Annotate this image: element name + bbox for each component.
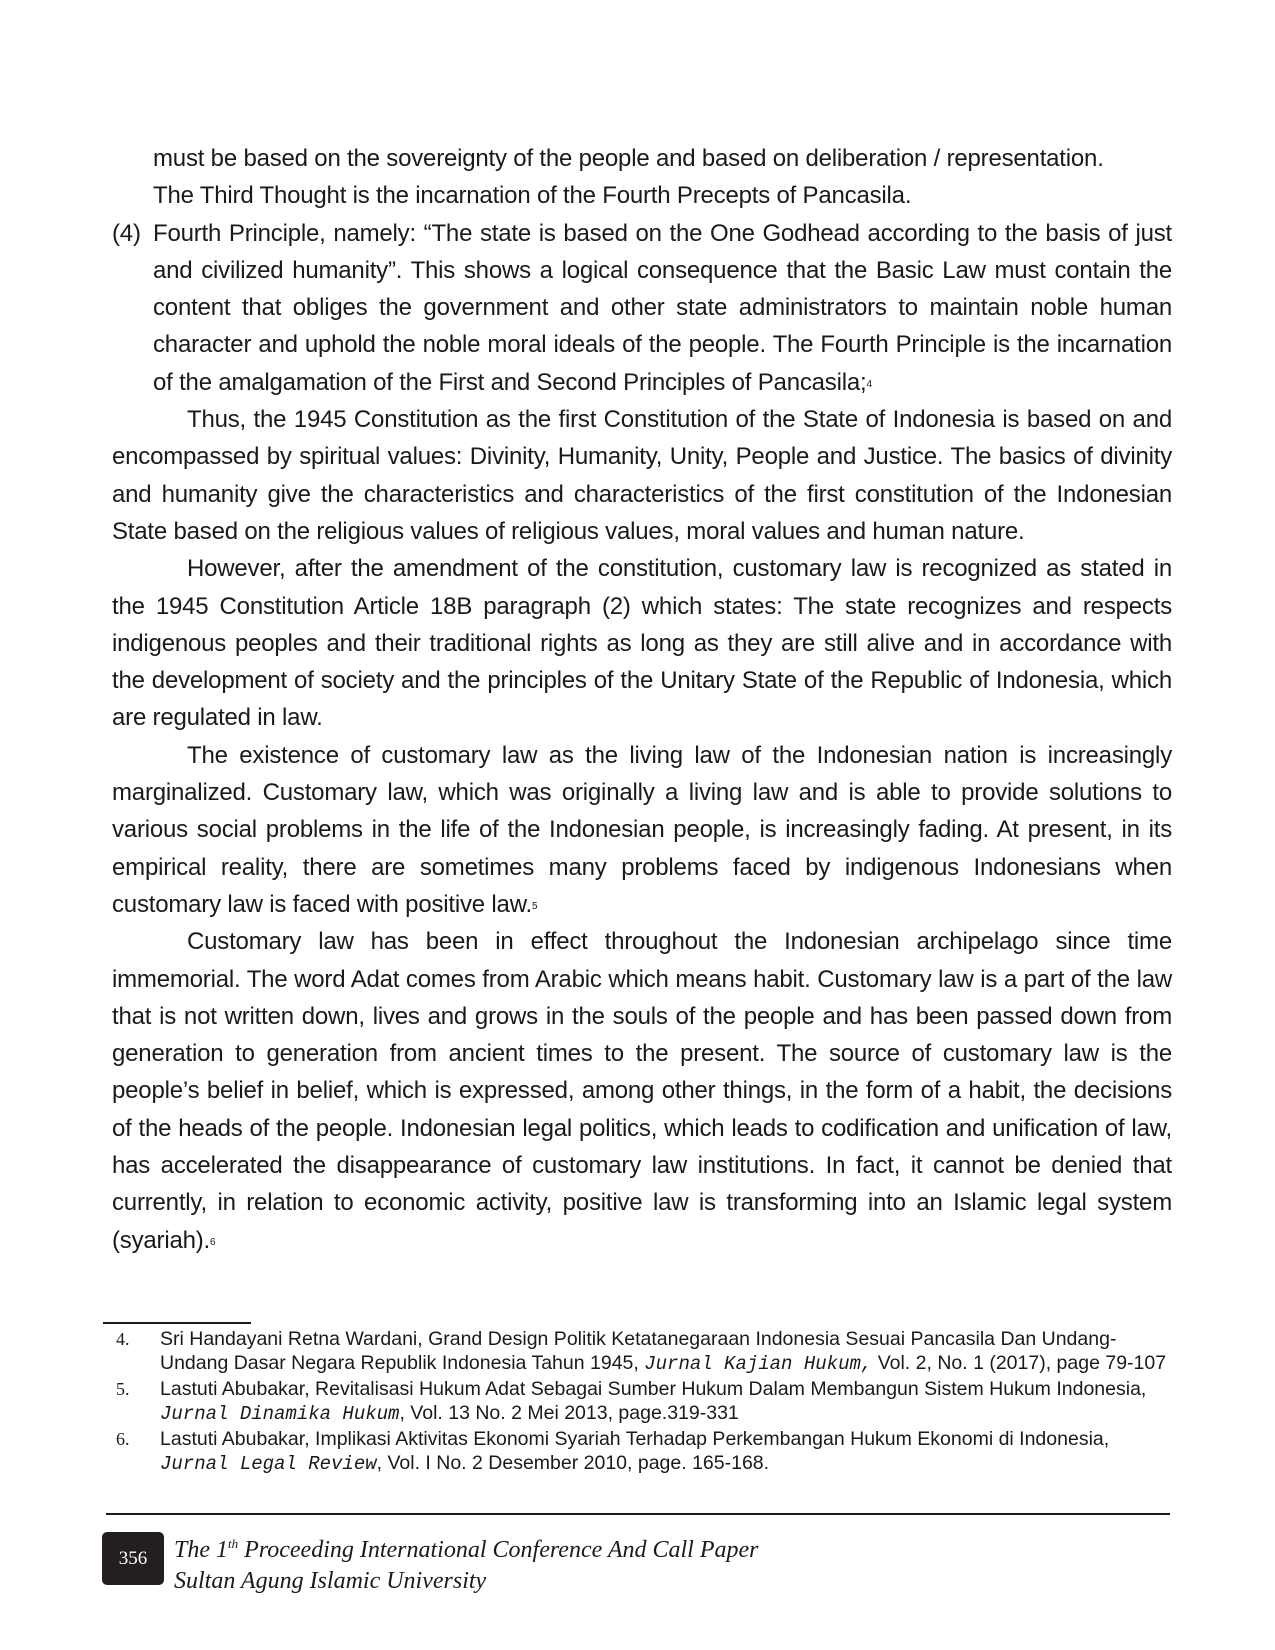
footnote-number: 5. [116,1379,130,1400]
footnote-journal: Jurnal Kajian Hukum, [644,1352,873,1375]
paragraph-text: The existence of customary law as the living law of the Indonesian nation is increasingly marginalized. Customary law, which was originally a living law and is able to provide solutions to various social problems in the life of the Indonesian people, is increasingly fading. At present, in its empirical reality, there are sometimes many problems faced by indigenous Indonesians when customary law is faced with positive law. [112,741,1172,918]
footnote-6 [112,1428,1172,1476]
conference-title-prefix: The 1 [174,1537,228,1563]
conference-title-rest: Proceeding International Conference And Call Paper [238,1537,759,1563]
body-text [112,140,1172,1259]
footnote-citation: Lastuti Abubakar, Implikasi Aktivitas Ekonomi Syariah Terhadap Perkembangan Hukum Ekonomi di Indonesia, [160,1428,1110,1451]
footnote-details: , Vol. I No. 2 Desember 2010, page. 165-168. [376,1451,770,1474]
footnote-journal: Jurnal Dinamika Hukum [160,1402,400,1425]
footnote-ref: 6 [210,1236,216,1248]
footnote-number: 6. [116,1429,130,1450]
page-number: 356 [118,1547,148,1569]
continued-line-1: must be based on the sovereignty of the people and based on deliberation / representation. [153,145,1104,172]
footnote-text [160,1328,1172,1376]
continued-line-2: The Third Thought is the incarnation of the Fourth Precepts of Pancasila. [153,182,912,210]
footnote-ref: 4 [866,378,872,390]
paragraph-1 [112,401,1172,550]
footnote-details: , Vol. 13 No. 2 Mei 2013, page.319-331 [399,1401,739,1424]
footnote-divider [103,1322,251,1324]
footnote-ref: 5 [531,900,538,912]
footnote-journal: Jurnal Legal Review [160,1452,377,1475]
paragraph-3 [112,737,1172,923]
numbered-item-4 [112,215,1172,401]
footnotes [112,1328,1172,1479]
university-name: Sultan Agung Islamic University [174,1568,487,1594]
footnote-details: Vol. 2, No. 1 (2017), page 79-107 [872,1351,1167,1374]
footnote-text [160,1428,1172,1476]
page-number-badge [102,1532,164,1585]
conference-title [174,1528,758,1566]
footnote-text [160,1378,1172,1426]
item-text: Fourth Principle, namely: “The state is based on the One Godhead according to the basis of just and civilized humanity”. This shows a logical consequence that the Basic Law must contain the content that obliges the government and other state administrators to maintain noble human character and uphold the noble moral ideals of the people. The Fourth Principle is the incarnation of the amalgamation of the First and Second Principles of Pancasila; [153,219,1172,396]
paragraph-text: Customary law has been in effect throughout the Indonesian archipelago since time immemorial. The word Adat comes from Arabic which means habit. Customary law is a part of the law that is not written down, lives and grows in the souls of the people and has been passed down from generation to generation from ancient times to the present. The source of customary law is the people’s belief in belief, which is expressed, among other things, in the form of a habit, the decisions of the heads of the people. Indonesian legal politics, which leads to codification and unification of law, has accelerated the disappearance of customary law institutions. In fact, it cannot be denied that currently, in relation to economic activity, positive law is transforming into an Islamic legal system (syariah). [112,928,1172,1254]
footnote-number: 4. [116,1329,130,1349]
footnote-5 [112,1378,1172,1426]
footnote-citation: Lastuti Abubakar, Revitalisasi Hukum Adat Sebagai Sumber Hukum Dalam Membangun Sistem Hukum Indonesia, [160,1378,1147,1401]
item-number: (4) [112,219,141,247]
paragraph-text: Thus, the 1945 Constitution as the first Constitution of the State of Indonesia is based on and encompassed by spiritual values: Divinity, Humanity, Unity, People and Justice. The basics of divinity and humanity give the characteristics and characteristics of the first constitution of the Indonesian State based on the religious values of religious values, moral values and human nature. [112,406,1172,545]
footer-title [174,1528,758,1597]
footnote-4 [112,1328,1172,1376]
paragraph-4 [112,923,1172,1259]
footnote-citation: Sri Handayani Retna Wardani, Grand Design Politik Ketatanegaraan Indonesia Sesuai Pancasila Dan Undang-Undang Dasar Negara Republik Indonesia Tahun 1945, [160,1328,1117,1374]
footer-divider [106,1513,1170,1515]
ordinal-suffix: th [228,1536,239,1551]
paragraph-2 [112,550,1172,736]
paragraph-text: However, after the amendment of the constitution, customary law is recognized as stated in the 1945 Constitution Article 18B paragraph (2) which states: The state recognizes and respects indigenous peoples and their traditional rights as long as they are still alive and in accordance with the development of society and the principles of the Unitary State of the Republic of Indonesia, which are regulated in law. [112,555,1172,732]
continued-item-text [112,140,1172,215]
